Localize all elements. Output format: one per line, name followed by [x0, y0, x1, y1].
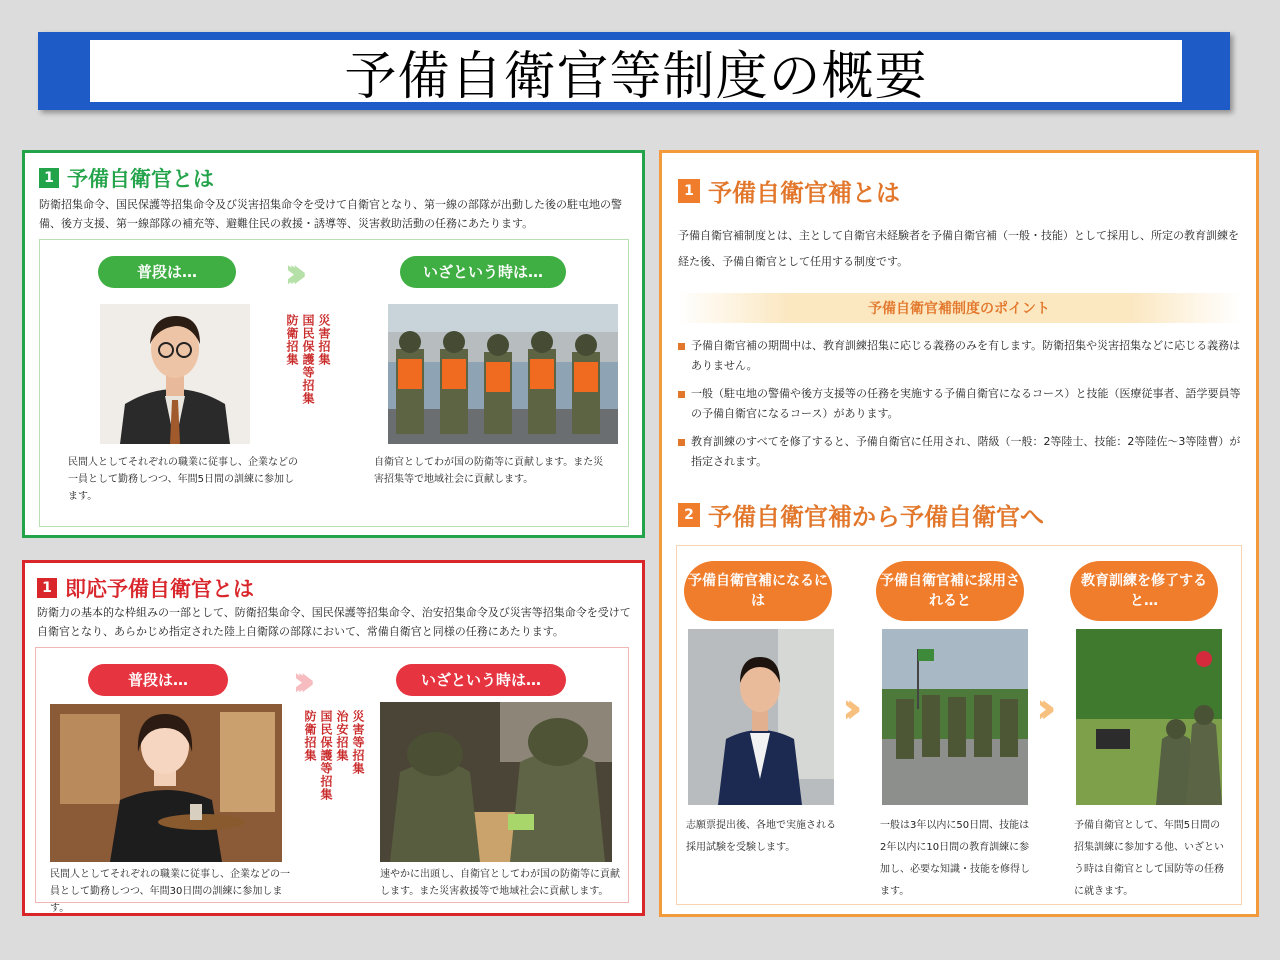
points-title: 予備自衛官補制度のポイント — [678, 293, 1240, 323]
emergency-pill: いざという時は… — [396, 664, 566, 696]
step-caption: 予備自衛官として、年間5日間の招集訓練に参加する他、いざという時は自衛官として国防等の任務に就きます。 — [1074, 820, 1224, 897]
chevron-right-icon: ››› — [292, 656, 302, 705]
order-label: 国民保護等招集 — [301, 314, 315, 405]
order-label: 災害招集 — [317, 314, 331, 366]
order-label: 国民保護等招集 — [319, 710, 333, 801]
section-number: 1 — [39, 168, 59, 188]
section-title: 予備自衛官とは — [67, 166, 214, 191]
reserve-comparison — [39, 239, 629, 527]
normal-caption: 民間人としてそれぞれの職業に従事し、企業などの一員として勤務しつつ、年間5日間の訓練に参加します。 — [68, 457, 298, 502]
section-title: 予備自衛官補とは — [708, 178, 900, 207]
order-label: 治安招集 — [335, 710, 349, 762]
normal-pill: 普段は… — [98, 256, 236, 288]
civilian-photo — [50, 704, 282, 862]
emergency-pill: いざという時は… — [400, 256, 566, 288]
emergency-caption: 自衛官としてわが国の防衛等に貢献します。また災害招集等で地域社会に貢献します。 — [374, 457, 604, 485]
order-label: 防衛招集 — [303, 710, 317, 762]
point-item — [678, 384, 1246, 424]
section-description: 予備自衛官補制度とは、主として自衛官未経験者を予備自衛官補（一般・技能）として採用し、所定の教育訓練を経た後、予備自衛官として任用する制度です。 — [678, 229, 1239, 268]
candidate-panel — [659, 150, 1259, 917]
training-photo — [882, 629, 1028, 805]
chevron-right-icon: ››› — [284, 248, 294, 297]
step-caption: 一般は3年以内に50日間、技能は2年以内に10日間の教育訓練に参加し、必要な知識・技能を修得します。 — [880, 820, 1030, 897]
civilian-photo — [100, 304, 250, 444]
title-bar — [38, 32, 1230, 110]
point-text: 予備自衛官補の期間中は、教育訓練招集に応じる義務のみを有します。防衛招集や災害招集などに応じる義務はありません。 — [691, 339, 1241, 372]
reserve-panel — [22, 150, 645, 538]
step-caption: 志願票提出後、各地で実施される採用試験を受験します。 — [686, 820, 836, 853]
section-title: 即応予備自衛官とは — [65, 576, 254, 601]
applicant-photo — [688, 629, 834, 805]
section-description: 防衛力の基本的な枠組みの一部として、防衛招集命令、国民保護等招集命令、治安招集命令及び災害等招集命令を受けて自衛官となり、あらかじめ指定された陸上自衛隊の部隊において、常備自衛官と同様の任務にあたります。 — [37, 606, 631, 638]
field-training-photo — [1076, 629, 1222, 805]
bullet-icon — [678, 391, 685, 398]
page-title: 予備自衛官等制度の概要 — [344, 46, 928, 107]
relief-photo — [380, 702, 612, 862]
section-number: 1 — [37, 578, 57, 598]
path-heading — [678, 497, 1044, 532]
normal-pill: 普段は… — [88, 664, 228, 696]
emergency-caption: 速やかに出頭し、自衛官としてわが国の防衛等に貢献します。また災害救援等で地域社会に貢献します。 — [380, 869, 620, 897]
reserve-heading — [39, 163, 214, 193]
ready-comparison — [35, 647, 629, 914]
section-number: 2 — [678, 503, 700, 527]
bullet-icon — [678, 343, 685, 350]
step-pill: 予備自衛官補になるには — [684, 561, 832, 621]
section-description: 防衛招集命令、国民保護等招集命令及び災害招集命令を受けて自衛官となり、第一線の部隊が出動した後の駐屯地の警備、後方支援、第一線部隊の補充等、避難住民の救援・誘導等、災害救助活動の任務にあたります。 — [39, 198, 622, 230]
ready-reserve-panel — [22, 560, 645, 916]
chevron-right-icon: ›› — [842, 683, 849, 732]
point-item — [678, 432, 1246, 472]
point-text: 教育訓練のすべてを修了すると、予備自衛官に任用され、階級（一般：2等陸士、技能：2等陸佐〜3等陸曹）が指定されます。 — [691, 435, 1241, 468]
points-list — [678, 336, 1246, 480]
candidate-heading — [678, 173, 900, 208]
order-label: 災害等招集 — [351, 710, 365, 775]
title-box — [90, 40, 1182, 107]
section-title: 予備自衛官補から予備自衛官へ — [708, 502, 1044, 531]
order-label: 防衛招集 — [285, 314, 299, 366]
bullet-icon — [678, 439, 685, 446]
chevron-right-icon: ›› — [1036, 683, 1043, 732]
point-item — [678, 336, 1246, 376]
soldiers-photo — [388, 304, 618, 444]
section-number: 1 — [678, 179, 700, 203]
ready-heading — [37, 573, 254, 603]
step-pill: 教育訓練を修了すると… — [1070, 561, 1218, 621]
point-text: 一般（駐屯地の警備や後方支援等の任務を実施する予備自衛官になるコース）と技能（医療従事者、語学要員等の予備自衛官になるコース）があります。 — [691, 387, 1241, 420]
normal-caption: 民間人としてそれぞれの職業に従事し、企業などの一員として勤務しつつ、年間30日間の訓練に参加します。 — [50, 869, 290, 914]
step-pill: 予備自衛官補に採用されると — [876, 561, 1024, 621]
